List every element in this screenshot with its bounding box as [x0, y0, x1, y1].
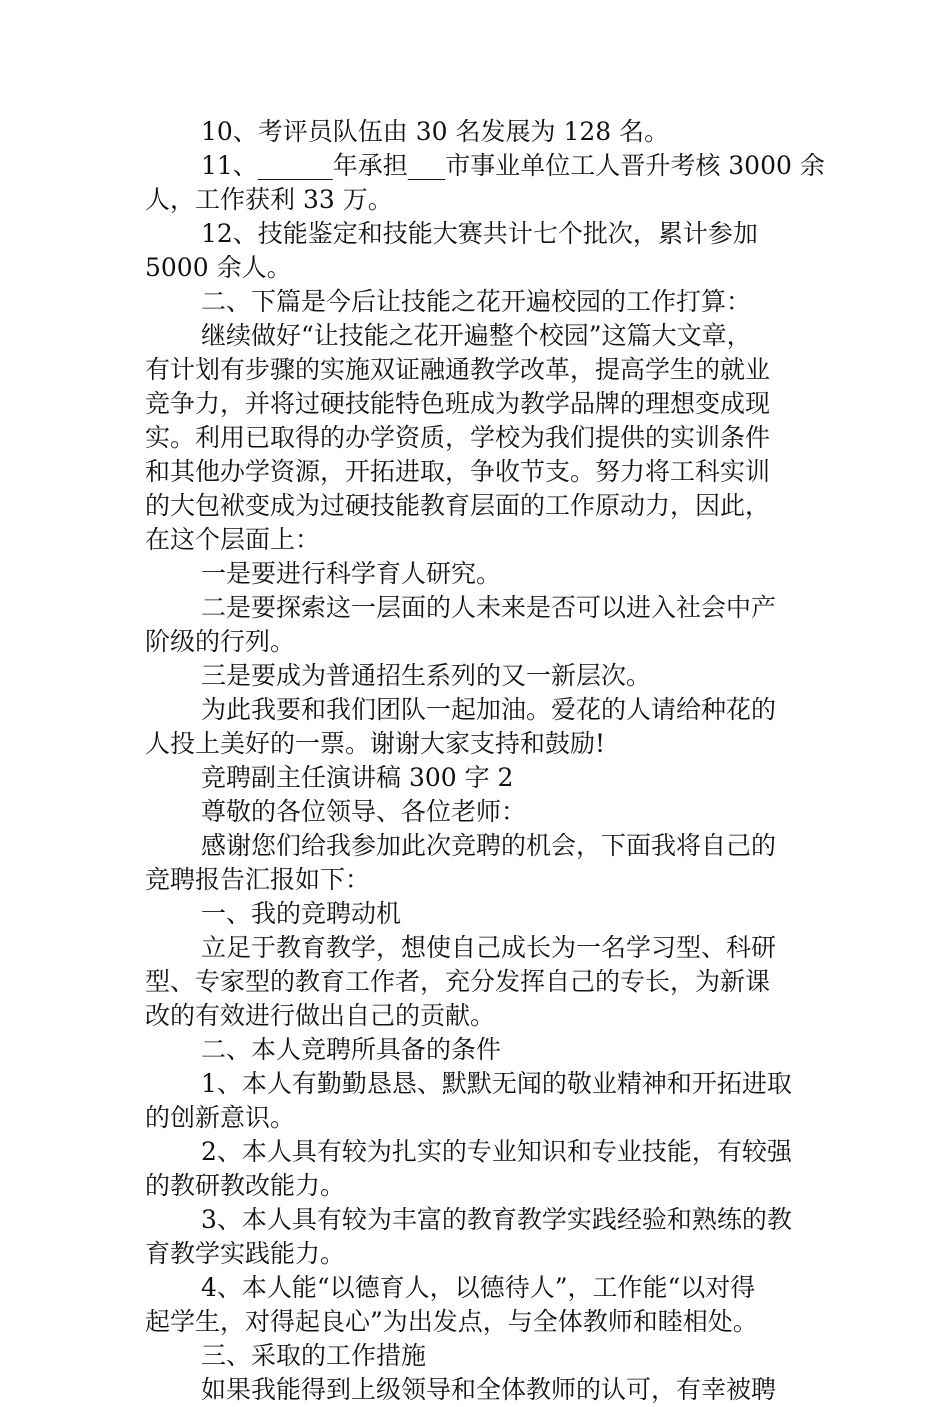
text-line: 三、采取的工作措施 [201, 1341, 427, 1370]
text-line: 4、本人能“以德育人，以德待人”，工作能“以对得 [201, 1273, 756, 1302]
text-line: 为此我要和我们团队一起加油。爱花的人请给种花的 [201, 695, 777, 724]
text-line: 和其他办学资源，开拓进取，争收节支。努力将工科实训 [145, 457, 771, 486]
text-line: 实。利用已取得的办学资质，学校为我们提供的实训条件 [145, 423, 771, 452]
text-line: 一是要进行科学育人研究。 [201, 559, 502, 588]
text-line: 二、本人竞聘所具备的条件 [201, 1035, 502, 1064]
text-line: 3、本人具有较为丰富的教育教学实践经验和熟练的教 [201, 1205, 792, 1234]
text-line: 型、专家型的教育工作者，充分发挥自己的专长，为新课 [145, 967, 771, 996]
text-line: 竞聘副主任演讲稿 300 字 2 [201, 763, 514, 792]
text-line: 立足于教育教学，想使自己成长为一名学习型、科研 [201, 933, 777, 962]
text-line: 有计划有步骤的实施双证融通教学改革，提高学生的就业 [145, 355, 771, 384]
text-line: 的创新意识。 [145, 1103, 296, 1132]
text-line: 感谢您们给我参加此次竞聘的机会，下面我将自己的 [201, 831, 777, 860]
text-line: 人投上美好的一票。谢谢大家支持和鼓励! [145, 729, 606, 758]
text-line: 竞聘报告汇报如下： [145, 865, 371, 894]
text-line: 育教学实践能力。 [145, 1239, 346, 1268]
text-line: 人，工作获利 33 万。 [145, 185, 393, 214]
text-line: 12、技能鉴定和技能大赛共计七个批次，累计参加 [201, 219, 758, 248]
text-line: 1、本人有勤勤恳恳、默默无闻的敬业精神和开拓进取 [201, 1069, 792, 1098]
text-line: 三是要成为普通招生系列的又一新层次。 [201, 661, 652, 690]
text-line: 如果我能得到上级领导和全体教师的认可，有幸被聘 [201, 1375, 777, 1404]
text-line: 竞争力，并将过硬技能特色班成为教学品牌的理想变成现 [145, 389, 771, 418]
text-line: 5000 余人。 [145, 253, 292, 282]
text-line: 二是要探索这一层面的人未来是否可以进入社会中产 [201, 593, 777, 622]
text-line: 起学生，对得起良心”为出发点，与全体教师和睦相处。 [145, 1307, 758, 1336]
text-line: 的大包袱变成为过硬技能教育层面的工作原动力，因此， [145, 491, 771, 520]
text-line: 继续做好“让技能之花开遍整个校园”这篇大文章， [201, 321, 752, 350]
text-line: 在这个层面上： [145, 525, 321, 554]
text-line: 2、本人具有较为扎实的专业知识和专业技能，有较强 [201, 1137, 792, 1166]
text-line: 的教研教改能力。 [145, 1171, 346, 1200]
text-line: 尊敬的各位领导、各位老师： [201, 797, 527, 826]
text-line: 改的有效进行做出自己的贡献。 [145, 1001, 496, 1030]
text-line: 阶级的行列。 [145, 627, 296, 656]
text-line: 一、我的竞聘动机 [201, 899, 402, 928]
text-line: 10、考评员队伍由 30 名发展为 128 名。 [201, 117, 670, 146]
text-line: 11、______年承担___市事业单位工人晋升考核 3000 余 [201, 151, 825, 180]
document-body [145, 115, 825, 1407]
text-line: 二、下篇是今后让技能之花开遍校园的工作打算： [201, 287, 752, 316]
